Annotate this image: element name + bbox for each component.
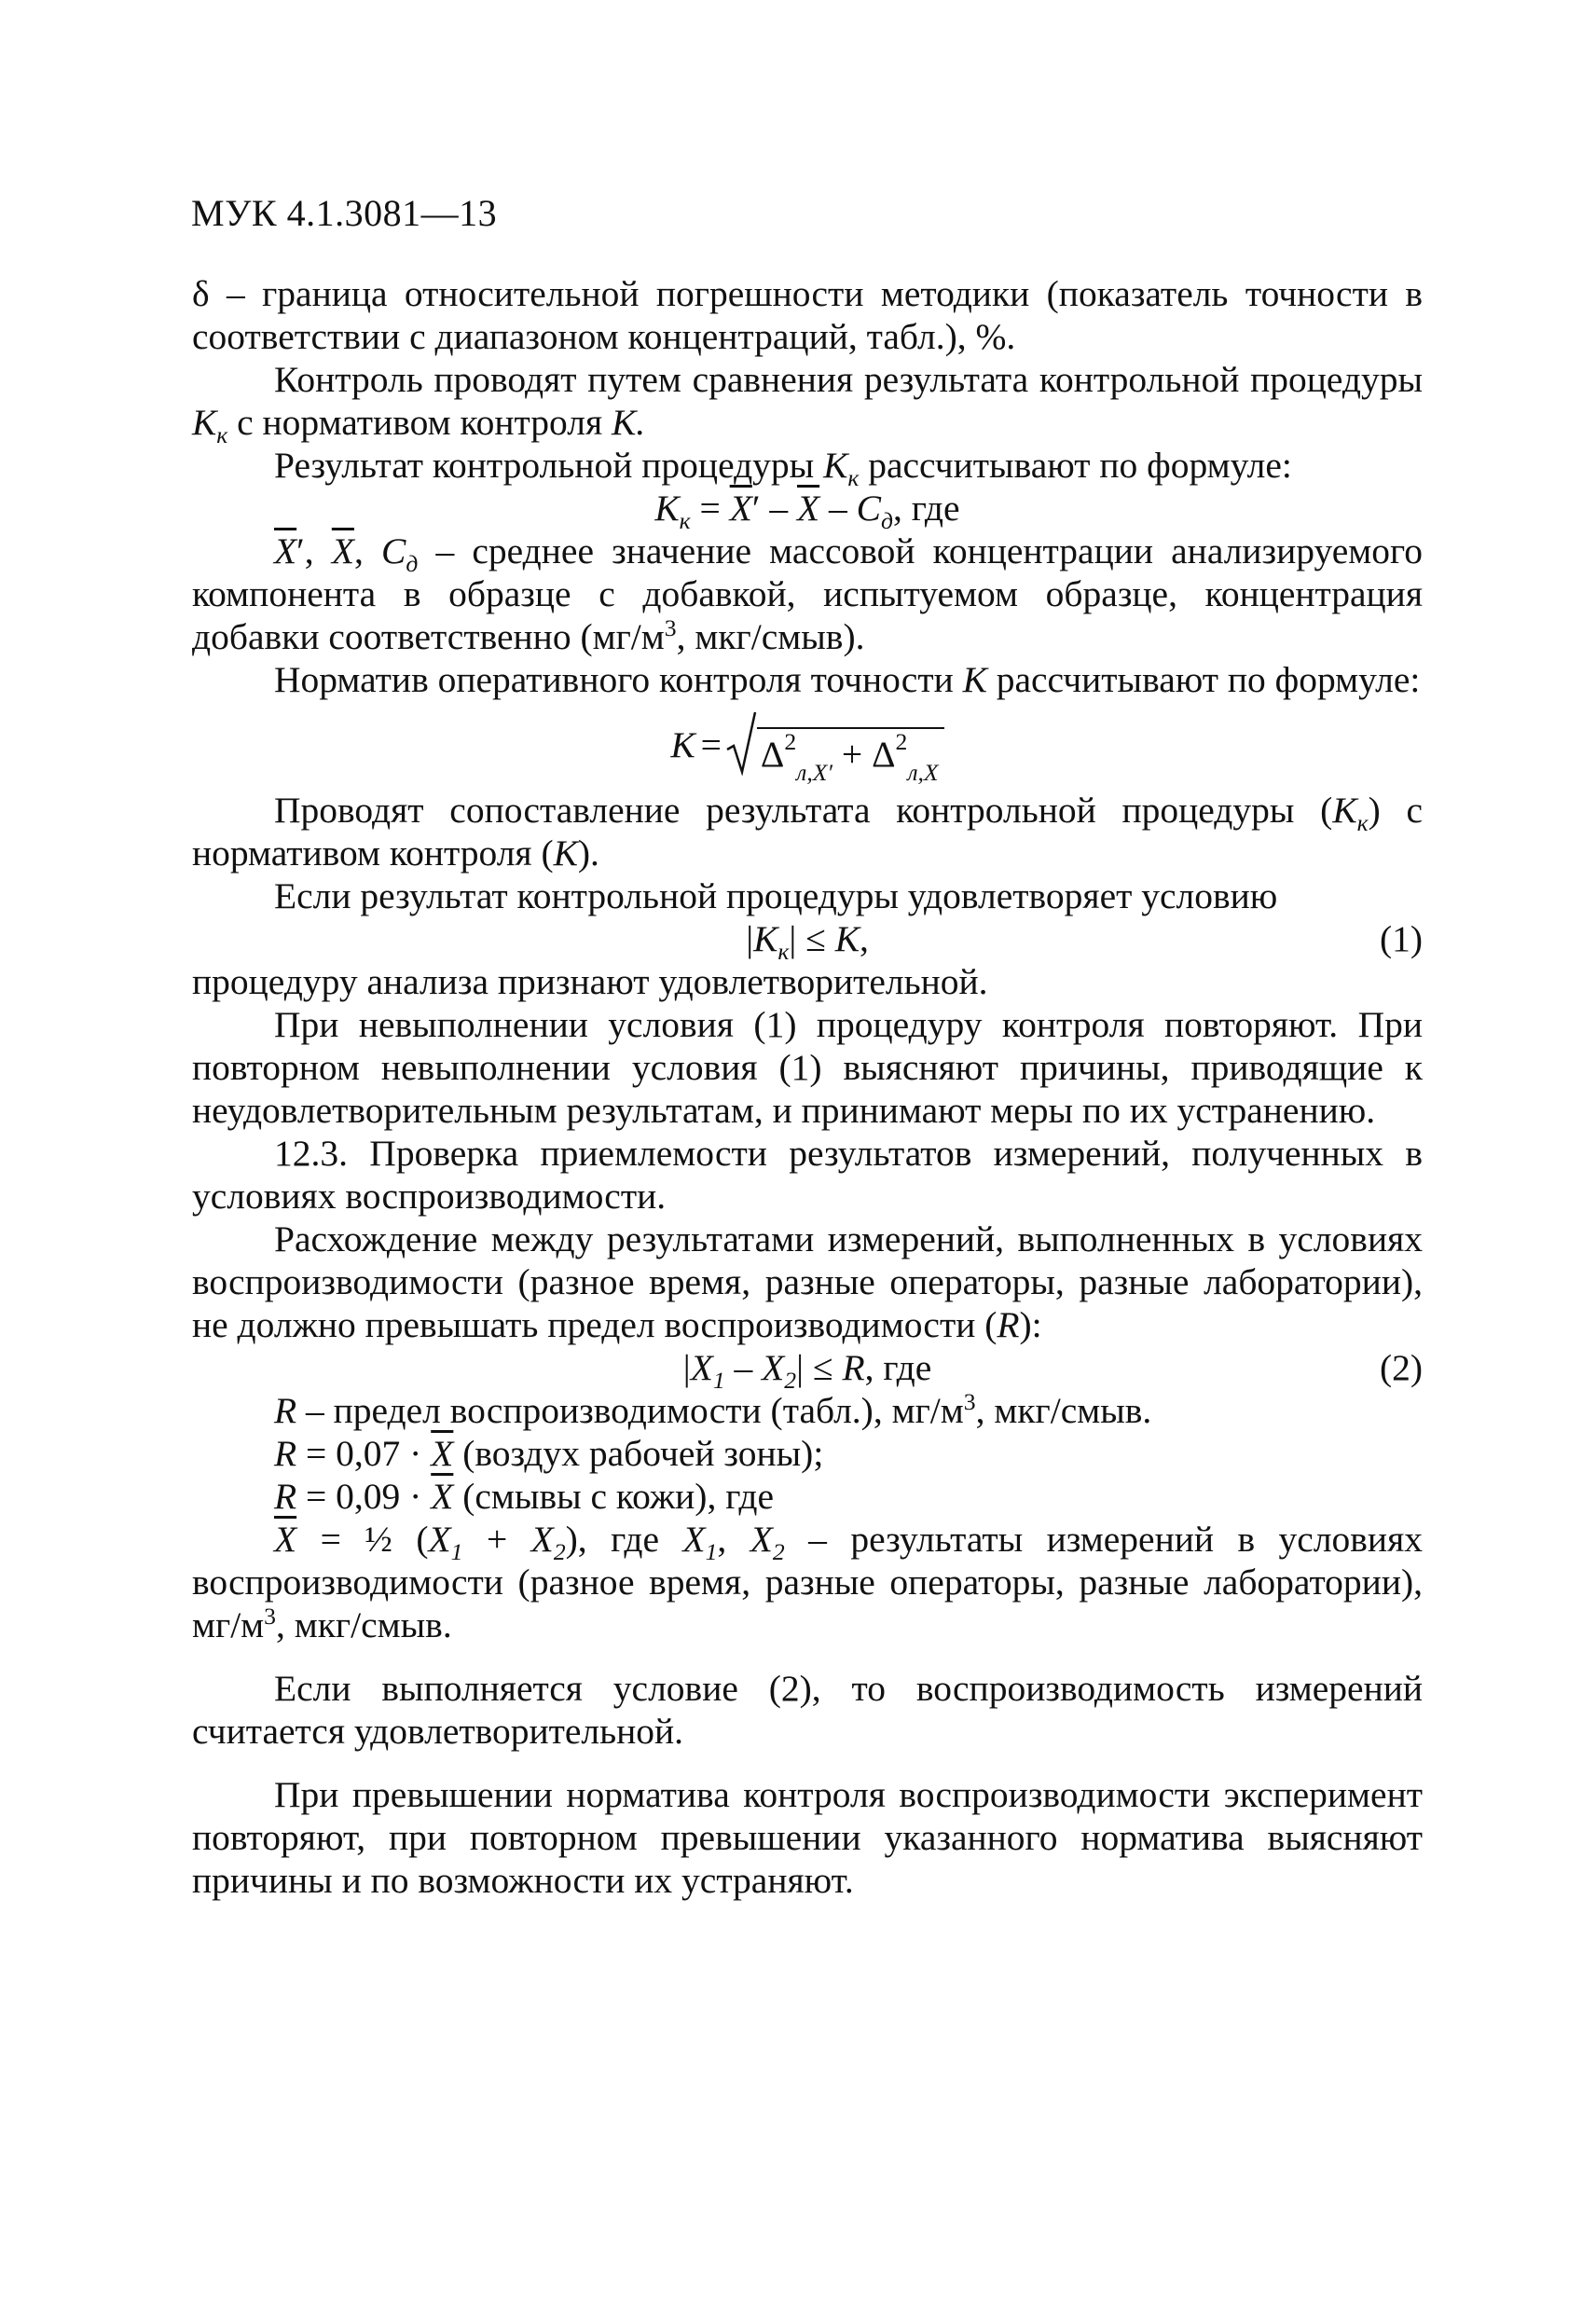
delta-symbol: Δ — [760, 734, 785, 775]
text-run: (смывы с кожи), где — [453, 1476, 775, 1517]
sub-k: к — [679, 506, 691, 534]
delta-term-2 — [872, 727, 939, 786]
text-run: Если выполняется условие (2), то воспроизводимость измерений считается удовлетворительной. — [192, 1668, 1423, 1752]
formula-k-sqrt — [192, 701, 1423, 786]
delta-term-1 — [760, 727, 833, 786]
text-run: , мкг/смыв. — [975, 1390, 1152, 1431]
paragraph-delta-definition — [192, 272, 1423, 358]
text-run: , — [717, 1519, 750, 1560]
text-run: При превышении норматива контроля воспроизводимости эксперимент повторяют, при повторном превышении указанного норматива выясняют причины и по возможности их устраняют. — [192, 1774, 1423, 1901]
prime-mark: ′ — [296, 530, 305, 571]
text-run: Расхождение между результатами измерений, выполненных в условиях воспроизводимости (разное время, разные операторы, разные лаборатории), не должно превышать предел воспроизводимости ( — [192, 1218, 1423, 1345]
var-k: К — [670, 724, 695, 765]
sub-k: к — [216, 420, 228, 448]
text-run: Норматив оперативного контроля точности — [274, 659, 963, 700]
var-x: X — [750, 1519, 773, 1560]
var-k: К — [823, 445, 848, 486]
leq-sign: | ≤ — [796, 1347, 843, 1388]
paragraph-control-comparison — [192, 358, 1423, 448]
abs-bar: | — [682, 1347, 691, 1388]
text-run: Контроль проводят путем сравнения результата контрольной процедуры — [274, 359, 1423, 400]
text-run: ). — [577, 833, 599, 874]
text-run: Если результат контрольной процедуры удовлетворяет условию — [274, 875, 1278, 916]
text-run: рассчитывают по формуле: — [859, 445, 1292, 486]
paragraph-norm-k — [192, 658, 1423, 701]
var-x-mean: $\overline{X}$ — [729, 488, 752, 529]
var-r: R — [997, 1304, 1020, 1345]
var-x: X — [762, 1347, 785, 1388]
text-run: – результаты измерений в условиях воспроизводимости (разное время, разные операторы, разные лаборатории), мг/м — [192, 1519, 1423, 1645]
sub-k: к — [1356, 808, 1369, 836]
paragraph-reproducibility — [192, 1218, 1423, 1346]
paragraph-variable-definitions — [192, 530, 1423, 658]
var-c: C — [856, 488, 881, 529]
var-x: X — [530, 1519, 554, 1560]
subscript: 2 — [784, 1366, 797, 1394]
text-run: – среднее значение массовой концентрации анализируемого компонента в образце с добавкой, испытуемом образце, концентрация добавки соответственно (мг/м — [192, 530, 1423, 657]
plus-sign: + — [462, 1519, 531, 1560]
sqrt-expression — [725, 710, 944, 786]
subscript: 2 — [772, 1537, 785, 1565]
formula-condition-2 — [192, 1346, 1423, 1394]
text-run: , — [859, 918, 869, 959]
text-run: = 0,07 · — [296, 1433, 432, 1474]
superscript: 2 — [895, 727, 908, 755]
equation-number-1: (1) — [1379, 918, 1423, 959]
text-run: = ½ ( — [296, 1519, 429, 1560]
subscript: 1 — [705, 1537, 718, 1565]
var-x-mean: $\overline{X}$ — [431, 1433, 454, 1474]
delta-symbol: Δ — [872, 734, 896, 775]
text-run: , мкг/смыв). — [676, 616, 865, 657]
superscript: 3 — [664, 613, 677, 641]
subscript: 2 — [553, 1537, 566, 1565]
var-x: X — [682, 1519, 706, 1560]
superscript: 3 — [264, 1602, 276, 1630]
var-x: X — [690, 1347, 713, 1388]
var-r: R — [842, 1347, 865, 1388]
prime-mark: ′ — [751, 488, 761, 529]
section-12-3-heading — [192, 1132, 1423, 1218]
sub-d: д — [880, 506, 893, 534]
subscript: 1 — [712, 1366, 725, 1394]
subscript: л,X′ — [796, 758, 833, 786]
var-k: К — [753, 918, 778, 959]
text-run: При невыполнении условия (1) процедуру контроля повторяют. При повторном невыполнении условия (1) выясняют причины, приводящие к неудовлетворительным результатам, и принимают меры по их устранению. — [192, 1004, 1423, 1131]
superscript: 2 — [784, 727, 797, 755]
equals-sign: = — [690, 488, 730, 529]
var-k: К — [654, 488, 680, 529]
var-r: R — [274, 1433, 297, 1474]
equation-number-2: (2) — [1379, 1347, 1423, 1388]
text-run: – предел воспроизводимости (табл.), мг/м — [296, 1390, 964, 1431]
minus-sign: – — [819, 488, 857, 529]
text-run: , где — [864, 1347, 932, 1388]
minus-sign: – — [760, 488, 797, 529]
var-x-mean: $\overline{X}$ — [796, 488, 820, 529]
text-run: ) с нормативом контроля ( — [192, 790, 1424, 874]
text-run: Проводят сопоставление результата контрольной процедуры ( — [274, 790, 1333, 831]
paragraph-x-mean-definition — [192, 1518, 1423, 1646]
var-k: К — [192, 402, 217, 443]
sub-k: к — [777, 937, 790, 965]
text-run: рассчитывают по формуле: — [986, 659, 1421, 700]
text-run: , — [304, 530, 332, 571]
formula-condition-2-expression — [192, 1346, 1423, 1394]
text-run: 12.3. Проверка приемлемости результатов измерений, полученных в условиях воспроизводимости. — [192, 1133, 1423, 1217]
paragraph-r-definition — [192, 1389, 1423, 1432]
plus-sign: + — [832, 734, 873, 775]
var-k: К — [1332, 790, 1357, 831]
paragraph-compare — [192, 789, 1423, 874]
delta-definition-text: δ – граница относительной погрешности методики (показатель точности в соответствии с диапазоном концентраций, табл.), %. — [192, 273, 1423, 357]
equals-sign: = — [700, 724, 722, 765]
text-run: , где — [892, 488, 960, 529]
radicand — [757, 727, 944, 786]
paragraph-condition — [192, 874, 1423, 917]
superscript: 3 — [963, 1387, 976, 1415]
var-r: R — [274, 1476, 297, 1517]
paragraph-repeat-control — [192, 1003, 1423, 1132]
text-run: = 0,09 · — [296, 1476, 432, 1517]
text-run: Результат контрольной процедуры — [274, 445, 824, 486]
formula-condition-1-expression — [192, 917, 1423, 965]
sub-d: д — [406, 549, 419, 577]
var-k: К — [553, 833, 578, 874]
abs-bar: | — [746, 918, 754, 959]
var-k: К. — [612, 402, 646, 443]
paragraph-r-air — [192, 1432, 1423, 1475]
var-x-mean: $\overline{X}$ — [274, 1519, 297, 1560]
minus-sign: – — [724, 1347, 763, 1388]
paragraph-satisfactory — [192, 960, 1423, 1003]
text-run: , мкг/смыв. — [276, 1604, 452, 1645]
paragraph-r-skin — [192, 1475, 1423, 1518]
var-k: К — [834, 918, 860, 959]
subscript: 1 — [450, 1537, 463, 1565]
radical-sign — [725, 710, 757, 776]
var-x-mean: $\overline{X}$ — [431, 1476, 454, 1517]
text-run: процедуру анализа признают удовлетворительной. — [192, 961, 988, 1002]
paragraph-condition-2-satisfied — [192, 1667, 1423, 1753]
formula-condition-1 — [192, 917, 1423, 965]
formula-kk — [192, 487, 1423, 534]
document-code-header: МУК 4.1.3081—13 — [191, 192, 498, 234]
text-run: ): — [1019, 1304, 1042, 1345]
var-x-mean: $\overline{X}$ — [274, 530, 297, 571]
document-body — [192, 272, 1423, 1902]
text-run: , — [353, 530, 381, 571]
sub-k: к — [847, 463, 860, 491]
var-r: R — [274, 1390, 297, 1431]
text-run: с нормативом контроля — [227, 402, 612, 443]
leq-sign: | ≤ — [789, 918, 835, 959]
paragraph-control-result — [192, 444, 1423, 491]
subscript: л,X — [907, 758, 939, 786]
var-x-mean: $\overline{X}$ — [331, 530, 354, 571]
text-run: (воздух рабочей зоны); — [453, 1433, 824, 1474]
var-c: C — [380, 530, 406, 571]
text-run: ), где — [565, 1519, 683, 1560]
var-x: X — [428, 1519, 451, 1560]
var-k: К — [962, 659, 987, 700]
paragraph-norm-exceeded — [192, 1773, 1423, 1902]
